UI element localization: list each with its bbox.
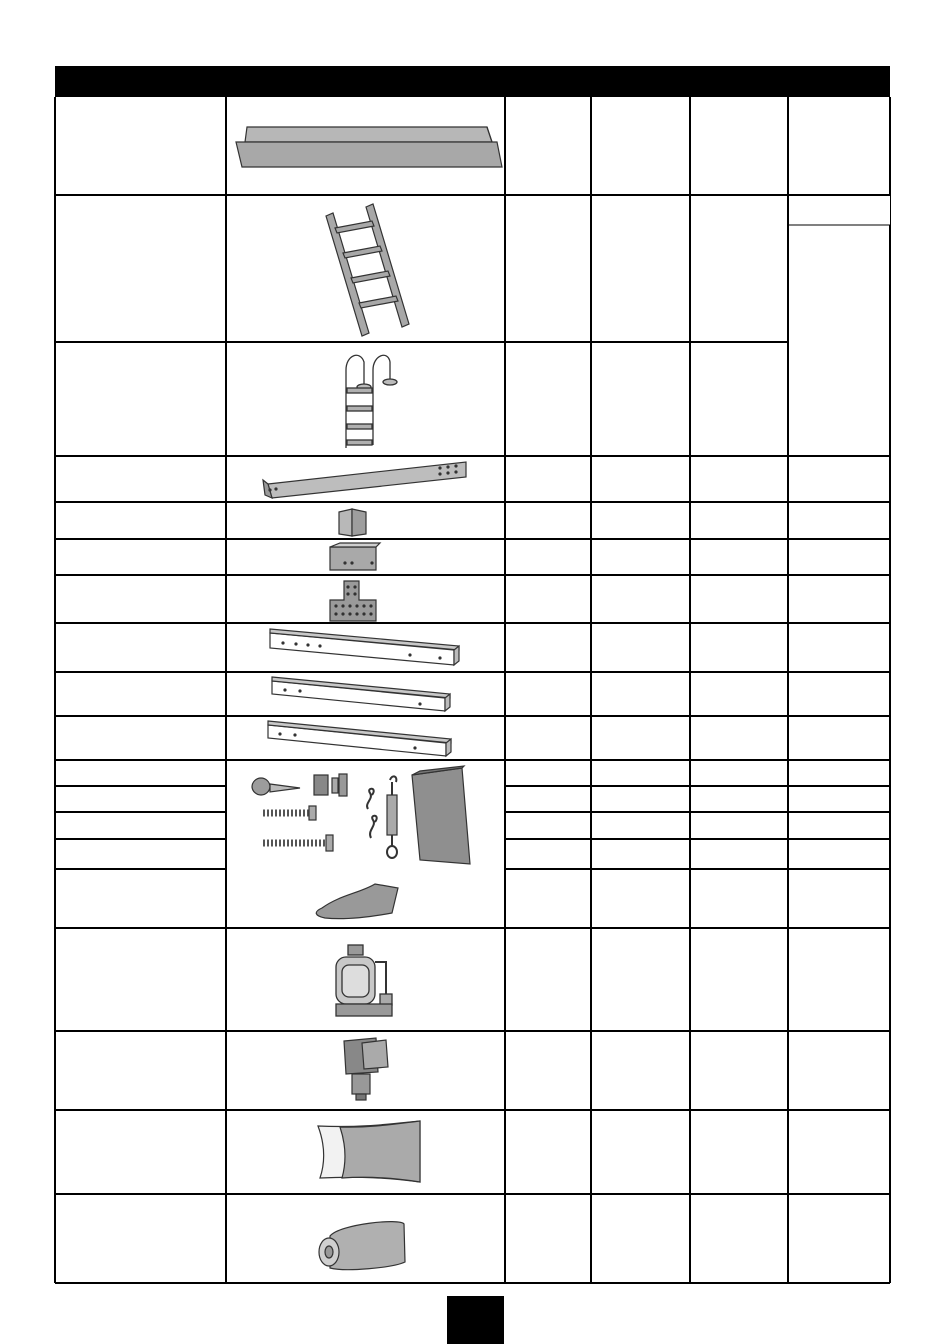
filter-pump-icon — [336, 945, 392, 1016]
table-header — [55, 66, 890, 97]
wall-panel-icon — [236, 127, 502, 167]
page-number — [447, 1296, 504, 1344]
rail-short-icon — [268, 721, 451, 756]
inner-ladder-icon — [346, 355, 397, 448]
skimmer-icon — [344, 1038, 388, 1100]
cover-bag-icon — [318, 1121, 420, 1182]
u-bracket-icon — [330, 543, 380, 570]
underlay-roll-icon — [319, 1222, 405, 1270]
upright-post-icon — [263, 462, 466, 498]
hardware-kit-icon — [252, 766, 470, 919]
rail-long-icon — [270, 629, 459, 665]
small-bracket-icon — [339, 509, 366, 536]
outer-ladder-icon — [326, 204, 409, 336]
t-plate-icon — [330, 581, 376, 621]
rail-medium-icon — [272, 677, 450, 711]
